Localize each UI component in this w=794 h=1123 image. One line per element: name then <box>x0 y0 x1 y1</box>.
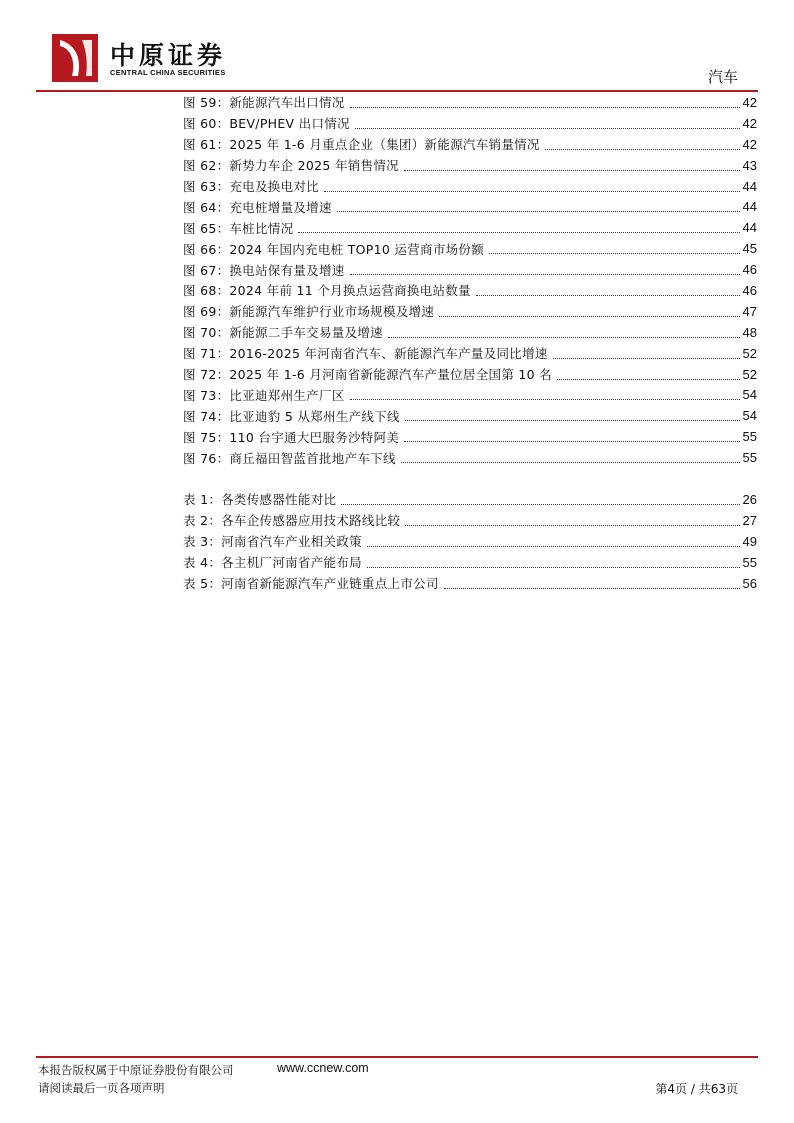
toc-entry-label: 图 69：新能源汽车维护行业市场规模及增速 <box>183 304 435 320</box>
toc-leader-dots <box>350 274 740 275</box>
toc-leader-dots <box>553 358 740 359</box>
toc-figure-entry[interactable] <box>183 280 757 301</box>
toc-leader-dots <box>545 149 740 150</box>
toc-entry-label: 表 5：河南省新能源汽车产业链重点上市公司 <box>183 576 439 592</box>
toc-entry-label: 图 68：2024 年前 11 个月换点运营商换电站数量 <box>183 283 471 299</box>
toc-figure-entry[interactable] <box>183 196 757 217</box>
logo-mark-icon <box>52 34 98 82</box>
toc-figure-entry[interactable] <box>183 217 757 238</box>
toc-entry-label: 表 1：各类传感器性能对比 <box>183 492 337 508</box>
list-gap <box>183 468 757 489</box>
toc-figure-entry[interactable] <box>183 113 757 134</box>
figure-list <box>183 92 757 468</box>
toc-entry-page: 44 <box>742 178 757 194</box>
toc-table-entry[interactable] <box>183 489 757 510</box>
toc-entry-page: 54 <box>742 387 757 403</box>
toc-entry-label: 图 60：BEV/PHEV 出口情况 <box>183 116 350 132</box>
toc-leader-dots <box>355 128 740 129</box>
toc-leader-dots <box>341 504 739 505</box>
toc-leader-dots <box>405 525 739 526</box>
toc-leader-dots <box>557 379 740 380</box>
toc-leader-dots <box>298 232 739 233</box>
toc-leader-dots <box>444 588 740 589</box>
page-header <box>0 0 794 92</box>
toc-entry-page: 42 <box>742 115 757 131</box>
toc-entry-page: 46 <box>742 282 757 298</box>
toc-leader-dots <box>405 420 740 421</box>
toc-entry-page: 54 <box>742 408 757 424</box>
toc-entry-label: 图 72：2025 年 1-6 月河南省新能源汽车产量位居全国第 10 名 <box>183 367 552 383</box>
toc-entry-label: 图 62：新势力车企 2025 年销售情况 <box>183 158 399 174</box>
toc-figure-entry[interactable] <box>183 259 757 280</box>
toc-entry-page: 47 <box>742 303 757 319</box>
toc-entry-page: 49 <box>742 533 757 549</box>
footer-website-link[interactable]: www.ccnew.com <box>277 1061 369 1075</box>
toc-entry-label: 图 76：商丘福田智蓝首批地产车下线 <box>183 450 396 466</box>
toc-entry-page: 43 <box>742 157 757 173</box>
toc-entry-page: 44 <box>742 220 757 236</box>
toc-figure-entry[interactable] <box>183 384 757 405</box>
toc-figure-entry[interactable] <box>183 301 757 322</box>
toc-leader-dots <box>439 316 739 317</box>
toc-table-entry[interactable] <box>183 552 757 573</box>
toc-figure-entry[interactable] <box>183 92 757 113</box>
toc-entry-page: 52 <box>742 366 757 382</box>
toc-figure-entry[interactable] <box>183 343 757 364</box>
toc-table-entry[interactable] <box>183 573 757 594</box>
logo-chinese-text: 中原证券 <box>110 41 227 70</box>
toc-entry-page: 42 <box>742 136 757 152</box>
toc-entry-page: 55 <box>742 554 757 570</box>
toc-figure-entry[interactable] <box>183 134 757 155</box>
toc-entry-page: 55 <box>742 450 757 466</box>
footer-disclaimer: 请阅读最后一页各项声明 <box>38 1081 165 1095</box>
toc-entry-label: 图 70：新能源二手车交易量及增速 <box>183 325 383 341</box>
toc-leader-dots <box>367 567 740 568</box>
toc-leader-dots <box>388 337 740 338</box>
footer-page-number: 第4页 / 共63页 <box>655 1082 738 1096</box>
footer-divider <box>36 1056 758 1058</box>
toc-entry-page: 44 <box>742 199 757 215</box>
toc-entry-label: 图 67：换电站保有量及增速 <box>183 262 345 278</box>
toc-figure-entry[interactable] <box>183 155 757 176</box>
table-list <box>183 489 757 593</box>
toc-figure-entry[interactable] <box>183 364 757 385</box>
table-of-contents <box>183 92 757 593</box>
toc-leader-dots <box>476 295 740 296</box>
toc-leader-dots <box>350 107 740 108</box>
toc-figure-entry[interactable] <box>183 238 757 259</box>
toc-entry-page: 56 <box>742 575 757 591</box>
company-logo <box>52 34 252 82</box>
toc-entry-label: 图 63：充电及换电对比 <box>183 179 319 194</box>
toc-entry-page: 27 <box>742 512 757 528</box>
toc-entry-label: 图 74：比亚迪豹 5 从郑州生产线下线 <box>183 408 400 424</box>
toc-leader-dots <box>401 462 740 463</box>
toc-entry-page: 55 <box>742 429 757 445</box>
toc-entry-label: 图 59：新能源汽车出口情况 <box>183 95 345 111</box>
toc-entry-label: 图 61：2025 年 1-6 月重点企业（集团）新能源汽车销量情况 <box>183 137 540 153</box>
toc-entry-label: 图 73：比亚迪郑州生产厂区 <box>183 387 345 403</box>
toc-figure-entry[interactable] <box>183 426 757 447</box>
toc-figure-entry[interactable] <box>183 405 757 426</box>
toc-entry-page: 48 <box>742 324 757 340</box>
toc-entry-page: 46 <box>742 262 757 278</box>
toc-leader-dots <box>350 399 740 400</box>
toc-leader-dots <box>367 546 740 547</box>
toc-entry-label: 表 3：河南省汽车产业相关政策 <box>183 534 362 550</box>
toc-entry-page: 52 <box>742 345 757 361</box>
toc-table-entry[interactable] <box>183 510 757 531</box>
toc-entry-page: 42 <box>742 94 757 110</box>
toc-leader-dots <box>324 191 740 192</box>
toc-entry-label: 图 65：车桩比情况 <box>183 220 294 236</box>
toc-entry-label: 图 64：充电桩增量及增速 <box>183 199 332 215</box>
toc-entry-label: 图 66：2024 年国内充电桩 TOP10 运营商市场份额 <box>183 241 485 257</box>
toc-figure-entry[interactable] <box>183 176 757 197</box>
toc-leader-dots <box>404 170 740 171</box>
toc-leader-dots <box>489 253 740 254</box>
toc-table-entry[interactable] <box>183 531 757 552</box>
toc-entry-label: 图 71：2016-2025 年河南省汽车、新能源汽车产量及同比增速 <box>183 346 548 362</box>
footer-copyright: 本报告版权属于中原证券股份有限公司 <box>38 1063 234 1077</box>
toc-entry-label: 表 2：各车企传感器应用技术路线比较 <box>183 513 401 529</box>
section-title: 汽车 <box>707 68 738 86</box>
logo-english-text: CENTRAL CHINA SECURITIES <box>110 68 226 77</box>
toc-figure-entry[interactable] <box>183 447 757 468</box>
toc-leader-dots <box>404 441 739 442</box>
toc-entry-label: 图 75：110 台宇通大巴服务沙特阿美 <box>183 429 400 445</box>
toc-entry-page: 26 <box>742 491 757 507</box>
toc-entry-label: 表 4：各主机厂河南省产能布局 <box>183 555 362 571</box>
toc-leader-dots <box>337 211 740 212</box>
toc-figure-entry[interactable] <box>183 322 757 343</box>
toc-entry-page: 45 <box>742 241 757 257</box>
